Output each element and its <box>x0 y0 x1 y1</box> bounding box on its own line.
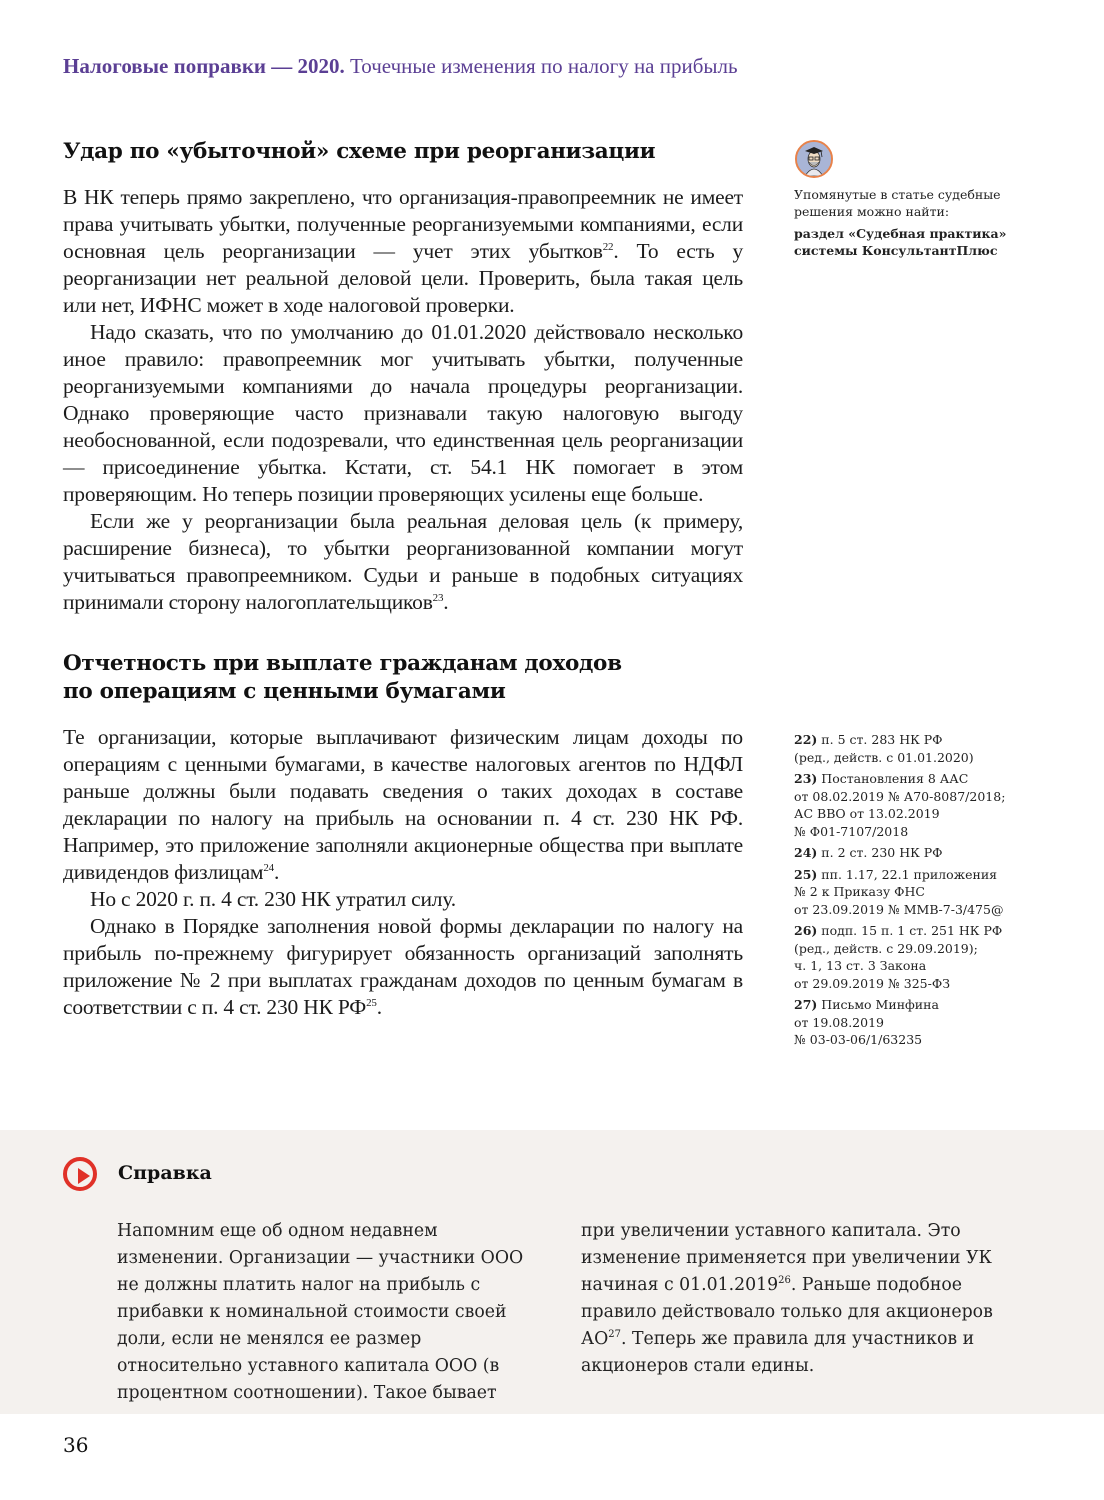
footnote-number: 22) <box>794 732 818 747</box>
paragraph-text: Но с 2020 г. п. 4 ст. 230 НК утратил силу. <box>90 887 456 911</box>
footnote-line: АС ВВО от 13.02.2019 <box>794 806 940 821</box>
footnote-ref[interactable]: 27 <box>608 1329 621 1340</box>
paragraph-text: . <box>376 995 382 1019</box>
play-circle-icon <box>63 1157 97 1191</box>
footnote-ref[interactable]: 23 <box>432 592 444 604</box>
footnote-number: 24) <box>794 845 818 860</box>
callout-text: при увеличении уставного капитала. Это изменение применяется при увеличении УК начиная с 01.01.2019 <box>581 1221 992 1295</box>
footnote-item <box>794 866 1044 919</box>
sidebar-source <box>794 225 1034 259</box>
footnote-line: (ред., действ. с 29.09.2019); <box>794 940 978 956</box>
footnote-line: Постановления 8 ААС <box>821 771 969 786</box>
callout-column-2 <box>581 1218 1009 1407</box>
footnote-line: пп. 1.17, 22.1 приложения <box>821 866 998 882</box>
paragraph-text: Те организации, которые выплачивают физическим лицам доходы по операциям с ценными бумагами, в качестве налоговых агентов по НДФЛ раньше должны были подавать сведения о таких доходах в составе декларации по налогу на прибыль на основании п. 4 ст. 230 НК РФ. Например, это приложение заполняли акционерные общества при выплате дивидендов физлицам <box>63 725 743 884</box>
footnote-line: Письмо Минфина <box>821 997 939 1012</box>
footnote-ref[interactable]: 26 <box>778 1275 791 1286</box>
footnote-ref[interactable]: 25 <box>366 997 377 1009</box>
footnote-line: от 08.02.2019 № А70-8087/2018; <box>794 788 1006 804</box>
footnote-item <box>794 996 1044 1049</box>
main-column <box>63 138 743 1021</box>
paragraph-text: Однако в Порядке заполнения новой формы декларации по налогу на прибыль по-прежнему фигурирует обязанность организаций заполнять приложение № 2 при выплатах гражданам доходов по ценным бумагам в соответствии с п. 4 ст. 230 НК РФ <box>63 914 743 1019</box>
footnote-number: 23) <box>794 771 818 786</box>
callout-body <box>117 1218 1022 1407</box>
reference-callout <box>0 1130 1104 1414</box>
paragraph <box>63 724 743 886</box>
footnote-number: 26) <box>794 923 818 938</box>
callout-text: . Теперь же правила для участников и акционеров стали едины. <box>581 1329 975 1376</box>
paragraph-text: . <box>443 590 449 614</box>
footnote-ref[interactable]: 22 <box>602 241 614 253</box>
scholar-face-icon <box>797 142 831 176</box>
callout-title: Справка <box>118 1162 212 1184</box>
footnote-item <box>794 731 1044 766</box>
paragraph-text: . То есть у реорганизации нет реальной деловой цели. Проверить, была такая цель или нет, ИФНС может в ходе налоговой проверки. <box>63 239 743 317</box>
running-head-subtitle: Точечные изменения по налогу на прибыль <box>350 54 738 78</box>
paragraph <box>63 886 743 913</box>
callout-column-1: Напомним еще об одном недавнем изменении. Организации — участники ООО не должны платить налог на прибыль с прибавки к номинальной стоимости своей доли, если не менялся ее размер относительно уставного капитала ООО (в процентном соотношении). Такое бывает <box>117 1221 524 1403</box>
footnote-line: подп. 15 п. 1 ст. 251 НК РФ <box>821 923 1003 938</box>
scalloped-edge <box>0 1124 1104 1136</box>
footnote-item <box>794 922 1044 992</box>
footnote-line: № 2 к Приказу ФНС <box>794 884 925 899</box>
sidebar-source-line: системы КонсультантПлюс <box>794 243 998 258</box>
footnote-line: ч. 1, 13 ст. 3 Закона <box>794 958 927 973</box>
sidebar-source-line: раздел «Судебная практика» <box>794 226 1007 241</box>
section-heading-securities <box>63 650 743 706</box>
heading-line: по операциям с ценными бумагами <box>63 679 506 704</box>
footnote-line: № Ф01-7107/2018 <box>794 823 909 839</box>
paragraph-text: В НК теперь прямо закреплено, что организация-правопреемник не имеет права учитывать убытки, полученные реорганизуемыми компаниями, если основная цель реорганизации — учет этих убытков <box>63 185 743 263</box>
footnote-line: п. 2 ст. 230 НК РФ <box>821 845 943 860</box>
footnote-line: № 03-03-06/1/63235 <box>794 1032 923 1047</box>
expert-avatar-icon <box>795 140 833 178</box>
paragraph-text: Если же у реорганизации была реальная деловая цель (к примеру, расширение бизнеса), то убытки реорганизованной компании могут учитываться правопреемником. Судьи и раньше в подобных ситуациях принимали сторону налогоплательщиков <box>63 509 743 614</box>
paragraph-text: . <box>273 860 280 884</box>
running-head-title: Налоговые поправки — 2020. <box>63 54 345 78</box>
footnote-line: (ред., действ. с 01.01.2020) <box>794 749 974 765</box>
footnote-line: от 19.08.2019 <box>794 1014 884 1030</box>
paragraph <box>63 184 743 319</box>
section-heading-reorganization: Удар по «убыточной» схеме при реорганизации <box>63 139 656 164</box>
footnote-number: 25) <box>794 866 818 882</box>
page-number: 36 <box>63 1433 89 1457</box>
footnote-line: от 23.09.2019 № ММВ-7-3/475@ <box>794 901 1004 917</box>
heading-line: Отчетность при выплате гражданам доходов <box>63 651 622 676</box>
paragraph <box>63 319 743 508</box>
footnotes-list <box>794 731 1044 1053</box>
footnote-item <box>794 844 1044 862</box>
footnote-item <box>794 770 1044 840</box>
sidebar-note <box>794 140 1034 259</box>
footnote-line: п. 5 ст. 283 НК РФ <box>821 732 943 747</box>
running-head <box>63 54 738 79</box>
paragraph <box>63 913 743 1021</box>
paragraph <box>63 508 743 616</box>
callout-text: . Раньше подобное правило действовало только для акционеров АО <box>581 1275 993 1349</box>
paragraph-text: Надо сказать, что по умолчанию до 01.01.2020 действовало несколько иное правило: правопреемник мог учитывать убытки, полученные реорганизуемыми компаниями до начала процедуры реорганизации. Однако проверяющие часто признавали такую налоговую выгоду необоснованной, если подозревали, что единственная цель реорганизации — присоединение убытка. Кстати, ст. 54.1 НК помогает в этом проверяющим. Но теперь позиции проверяющих усилены еще больше. <box>63 320 743 506</box>
footnote-ref[interactable]: 24 <box>263 862 274 874</box>
footnote-number: 27) <box>794 997 818 1012</box>
sidebar-note-text: Упомянутые в статье судебные решения можно найти: <box>794 187 1001 219</box>
footnote-line: от 29.09.2019 № 325-ФЗ <box>794 975 951 991</box>
